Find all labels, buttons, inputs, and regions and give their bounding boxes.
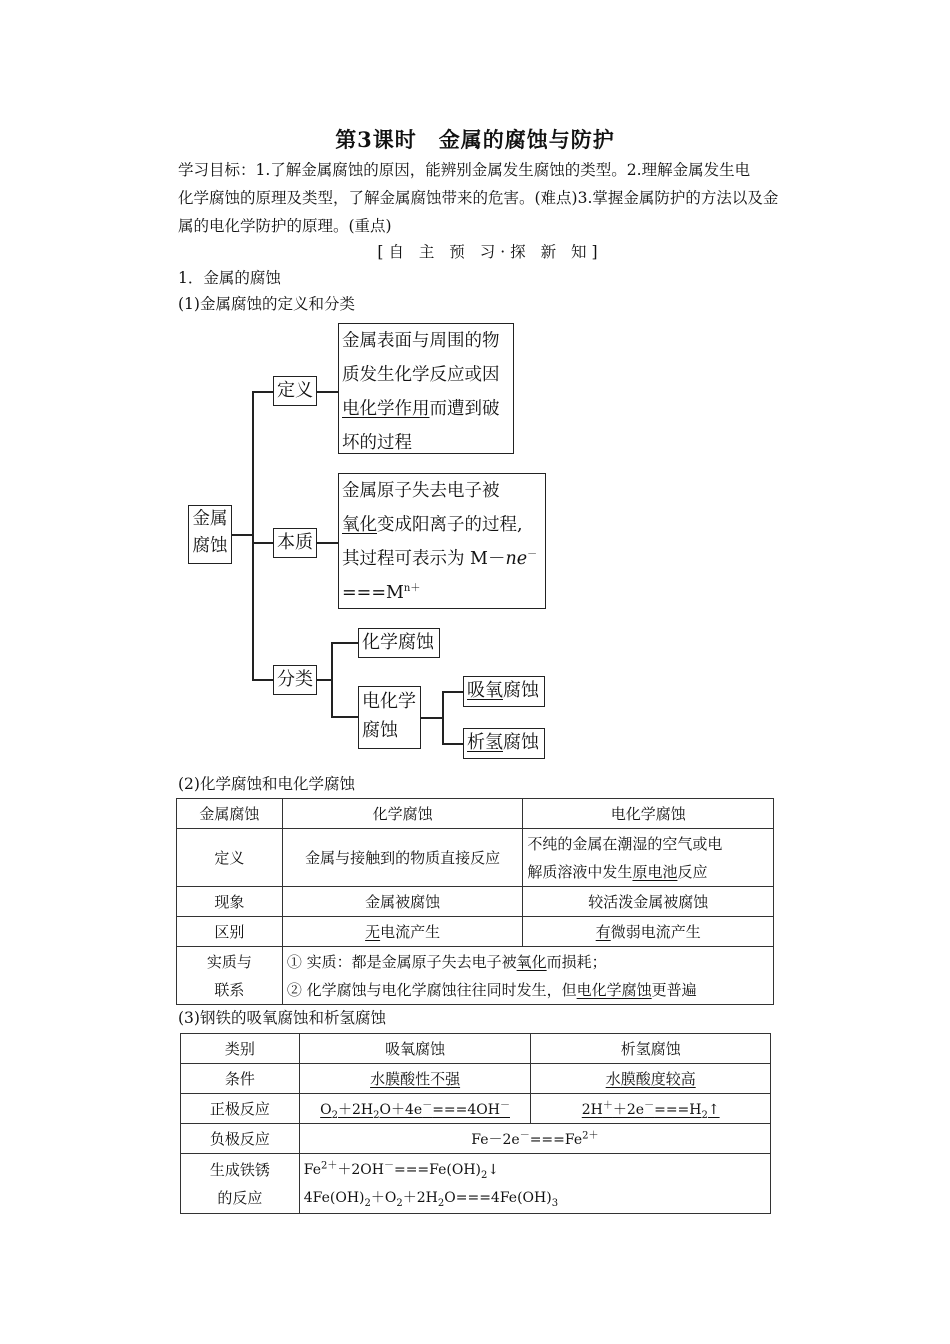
electrochemical-corrosion-box <box>358 686 421 749</box>
table-header: 电化学腐蚀 <box>523 799 774 829</box>
table-row <box>181 1034 771 1064</box>
oxygen-rest: 腐蚀 <box>503 680 539 701</box>
cell-blank: 水膜酸度较高 <box>605 1070 696 1088</box>
table-cell: 金属被腐蚀 <box>282 887 523 917</box>
table-cell: 条件 <box>181 1064 300 1094</box>
cell-line: 生成铁锈 <box>209 1160 270 1179</box>
table-cell <box>177 947 283 1005</box>
heading-chemical-vs-electrochemical: (2)化学腐蚀和电化学腐蚀 <box>178 775 355 793</box>
definition-line: 质发生化学反应或因 <box>342 365 500 385</box>
table-cell: $Fe-2e^-===Fe^{2+}$ <box>299 1124 770 1154</box>
connector <box>331 716 358 718</box>
cell-blank: 无 <box>365 923 381 941</box>
essence-line: 其过程可表示为 M－ <box>342 549 506 569</box>
definition-box <box>338 323 514 454</box>
steel-corrosion-table <box>180 1033 771 1214</box>
definition-line: 而遭到破 <box>429 399 500 419</box>
essence-equation: ===M <box>342 583 404 603</box>
electro-line-2: 腐蚀 <box>362 720 398 741</box>
table-cell <box>282 947 773 1005</box>
hydrogen-rest: 腐蚀 <box>503 732 539 753</box>
cell-text: 而损耗； <box>546 952 607 971</box>
essence-ne: ne <box>505 549 528 569</box>
root-line-1: 金属 <box>192 509 228 529</box>
definition-blank: 电化学作用 <box>342 399 430 419</box>
corrosion-comparison-table <box>176 798 774 1005</box>
connector <box>317 542 338 544</box>
essence-line: 变成阳离子的过程, <box>377 515 523 535</box>
cell-line: 联系 <box>214 980 245 999</box>
table-cell: 金属与接触到的物质直接反应 <box>282 829 523 887</box>
oxygen-blank: 吸氧 <box>467 680 503 701</box>
table-row <box>177 887 774 917</box>
table-cell: 定义 <box>177 829 283 887</box>
heading-metal-corrosion: 1．金属的腐蚀 <box>178 269 281 287</box>
table-row <box>181 1064 771 1094</box>
hydrogen-corrosion-box <box>463 728 545 759</box>
table-row <box>181 1154 771 1214</box>
essence-sup: n＋ <box>403 583 421 595</box>
objectives-line-2: 化学腐蚀的原理及类型，了解金属腐蚀带来的危害。(难点)3.掌握金属防护的方法以及金 <box>178 189 779 207</box>
cell-blank: 电化学腐蚀 <box>576 980 652 999</box>
chemical-corrosion-box: 化学腐蚀 <box>358 628 440 658</box>
table-cell <box>523 917 774 947</box>
table-cell: 负极反应 <box>181 1124 300 1154</box>
table-header: 析氢腐蚀 <box>531 1034 771 1064</box>
heading-oxygen-hydrogen: (3)钢铁的吸氧腐蚀和析氢腐蚀 <box>178 1009 386 1027</box>
connector <box>232 534 252 536</box>
table-cell <box>282 917 523 947</box>
cell-blank: $2H^++2e^-===H_2↑$ <box>581 1099 720 1121</box>
table-cell: 较活泼金属被腐蚀 <box>523 887 774 917</box>
table-row <box>177 799 774 829</box>
cell-text: 电流产生 <box>380 923 441 941</box>
essence-sup: － <box>527 549 538 561</box>
classification-label: 分类 <box>273 665 317 695</box>
table-cell <box>523 829 774 887</box>
cell-blank: 水膜酸性不强 <box>370 1070 461 1088</box>
connector <box>252 391 273 393</box>
electro-line-1: 电化学 <box>362 691 416 712</box>
cell-blank: 原电池 <box>632 862 678 881</box>
table-header: 金属腐蚀 <box>177 799 283 829</box>
connector <box>252 542 273 544</box>
table-row <box>177 917 774 947</box>
table-cell: 正极反应 <box>181 1094 300 1124</box>
table-row <box>181 1094 771 1124</box>
connector <box>317 391 338 393</box>
objectives-line-1: 学习目标：1.了解金属腐蚀的原因，能辨别金属发生腐蚀的类型。2.理解金属发生电 <box>178 161 751 179</box>
cell-line: 反应 <box>677 862 708 881</box>
essence-box <box>338 473 546 609</box>
cell-blank: $O_2+2H_2O+4e^-===4OH^-$ <box>320 1099 510 1121</box>
connector <box>442 691 444 744</box>
cell-line: 不纯的金属在潮湿的空气或电 <box>527 834 723 853</box>
cell-line: 实质与 <box>206 952 252 971</box>
connector <box>331 642 358 644</box>
page-title: 第3课时 金属的腐蚀与防护 <box>335 127 615 152</box>
table-cell <box>531 1094 771 1124</box>
objectives-line-3: 属的电化学防护的原理。(重点) <box>178 217 392 235</box>
cell-text: ① 实质：都是金属原子失去电子被 <box>286 952 517 971</box>
connector <box>252 391 254 680</box>
connector <box>317 679 331 681</box>
cell-line: 的反应 <box>217 1188 263 1207</box>
table-cell <box>531 1064 771 1094</box>
essence-line: 金属原子失去电子被 <box>342 481 500 501</box>
table-row <box>177 829 774 887</box>
cell-blank: 氧化 <box>516 952 547 971</box>
section-header: [自 主 预 习·探 新 知] <box>377 243 603 261</box>
cell-line: 解质溶液中发生 <box>527 862 633 881</box>
connector <box>442 691 463 693</box>
definition-line: 金属表面与周围的物 <box>342 331 500 351</box>
cell-text: ② 化学腐蚀与电化学腐蚀往往同时发生，但 <box>286 980 577 999</box>
table-cell: 区别 <box>177 917 283 947</box>
definition-label: 定义 <box>273 376 317 406</box>
essence-label: 本质 <box>273 528 317 558</box>
table-cell <box>181 1154 300 1214</box>
cell-text: 更普遍 <box>651 980 697 999</box>
connector <box>331 642 333 717</box>
table-row <box>181 1124 771 1154</box>
diagram-root <box>188 505 232 564</box>
cell-blank: 有 <box>595 923 611 941</box>
table-cell: 现象 <box>177 887 283 917</box>
table-cell <box>299 1064 531 1094</box>
hydrogen-blank: 析氢 <box>467 732 503 753</box>
table-cell <box>299 1094 531 1124</box>
cell-text: 微弱电流产生 <box>610 923 701 941</box>
root-line-2: 腐蚀 <box>192 536 228 556</box>
connector <box>252 679 273 681</box>
heading-definition-classification: (1)金属腐蚀的定义和分类 <box>178 295 355 313</box>
connector <box>421 717 442 719</box>
table-header: 吸氧腐蚀 <box>299 1034 531 1064</box>
table-cell: $Fe^{2+}+2OH^-===Fe(OH)_2↓$ $4Fe(OH)_2+O_2+2H_2O===4Fe(OH)_3$ <box>299 1154 770 1214</box>
table-header: 类别 <box>181 1034 300 1064</box>
learning-objectives <box>178 156 808 240</box>
connector <box>442 743 463 745</box>
oxygen-corrosion-box <box>463 676 545 707</box>
definition-line: 坏的过程 <box>342 433 412 453</box>
table-row <box>177 947 774 1005</box>
essence-blank: 氧化 <box>342 515 377 535</box>
table-header: 化学腐蚀 <box>282 799 523 829</box>
